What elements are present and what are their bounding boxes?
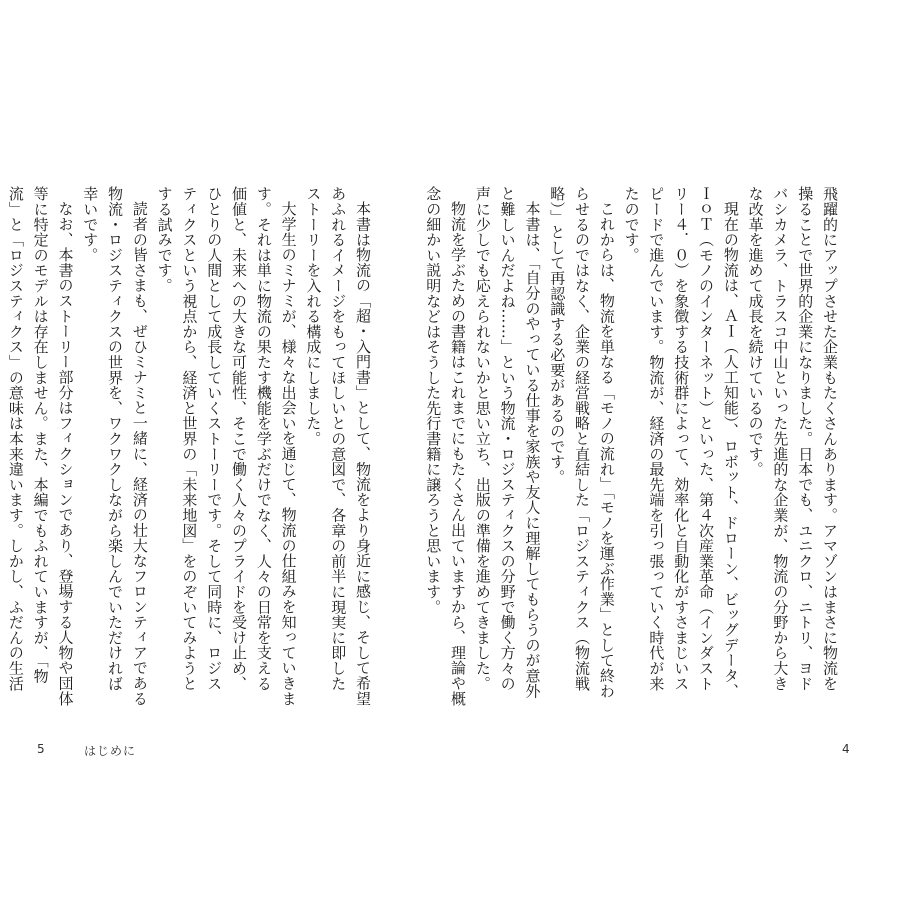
paragraph: 本書は物流の「超・入門書」として、物流をより身近に感じ、そして希望あふれるイメージをもってほしいとの意図で、各章の前半に現実に即したストーリーを入れる構成にしました。 (304, 186, 372, 706)
right-page (424, 0, 900, 900)
paragraph: 読者の皆さまも、ぜひミナミと一緒に、経済の壮大なフロンティアである物流・ロジスティクスの世界を、ワクワクしながら楽しんでいただければ幸いです。 (81, 186, 149, 706)
paragraph: 現在の物流は、ＡＩ（人工知能）、ロボット、ドローン、ビッグデータ、ＩｏＴ（モノのインターネット）といった、第４次産業革命（インダストリー４．０）を象徴する技術群によって、効率化と自動化がすさまじいスピードで進んでいます。物流が、経済の最先端を引っ張っていく時代が来たのです。 (622, 186, 740, 699)
paragraph: これからは、物流を単なる「モノの流れ」「モノを運ぶ作業」として終わらせるのではなく、企業の経営戦略と直結した「ロジスティクス（物流戦略）」として再認識する必要があるのです。 (548, 186, 616, 699)
paragraph: 物流を学ぶための書籍はこれまでにもたくさん出ていますから、理論や概念の細かい説明などはそうした先行書籍に譲ろうと思います。 (424, 186, 468, 706)
right-page-body (424, 186, 842, 706)
page-number: 4 (842, 742, 850, 756)
paragraph: 大学生のミナミが、様々な出会いを通じて、物流の仕組みを知っていきます。それは単に物流の果たす機能を学ぶだけでなく、人々の日常を支える価値と、未来への大きな可能性、そこで働く人々のプライドを受け止め、ひとりの人間として成長していくストーリーです。そして同時に、ロジスティクスという視点から、経済と世界の「未来地図」をのぞいてみようとする試みです。 (155, 186, 298, 706)
paragraph-continued: 飛躍的にアップさせた企業もたくさんあります。アマゾンはまさに物流を操ることで世界的企業になりました。日本でも、ユニクロ、ニトリ、ヨドバシカメラ、トラスコ中山といった先進的な企業が、物流の分野から大きな改革を進めて成長を続けているのです。 (746, 186, 839, 691)
left-page-body (6, 186, 375, 706)
paragraph: なお、本書のストーリー部分はフィクションであり、登場する人物や団体等に特定のモデルは存在しません。また、本編でもふれていますが、「物流」と「ロジスティクス」の意味は本来違います。しかし、ふだんの生活 (6, 186, 75, 706)
running-head: はじめに (84, 744, 137, 758)
page-number: 5 (37, 742, 45, 756)
paragraph: 本書は、「自分のやっている仕事を家族や友人に理解してもらうのが意外と難しいんだよね……」という物流・ロジスティクスの分野で働く方々の声に少しでも応えられないかと思い立ち、出版の準備を進めてきました。 (473, 186, 542, 699)
